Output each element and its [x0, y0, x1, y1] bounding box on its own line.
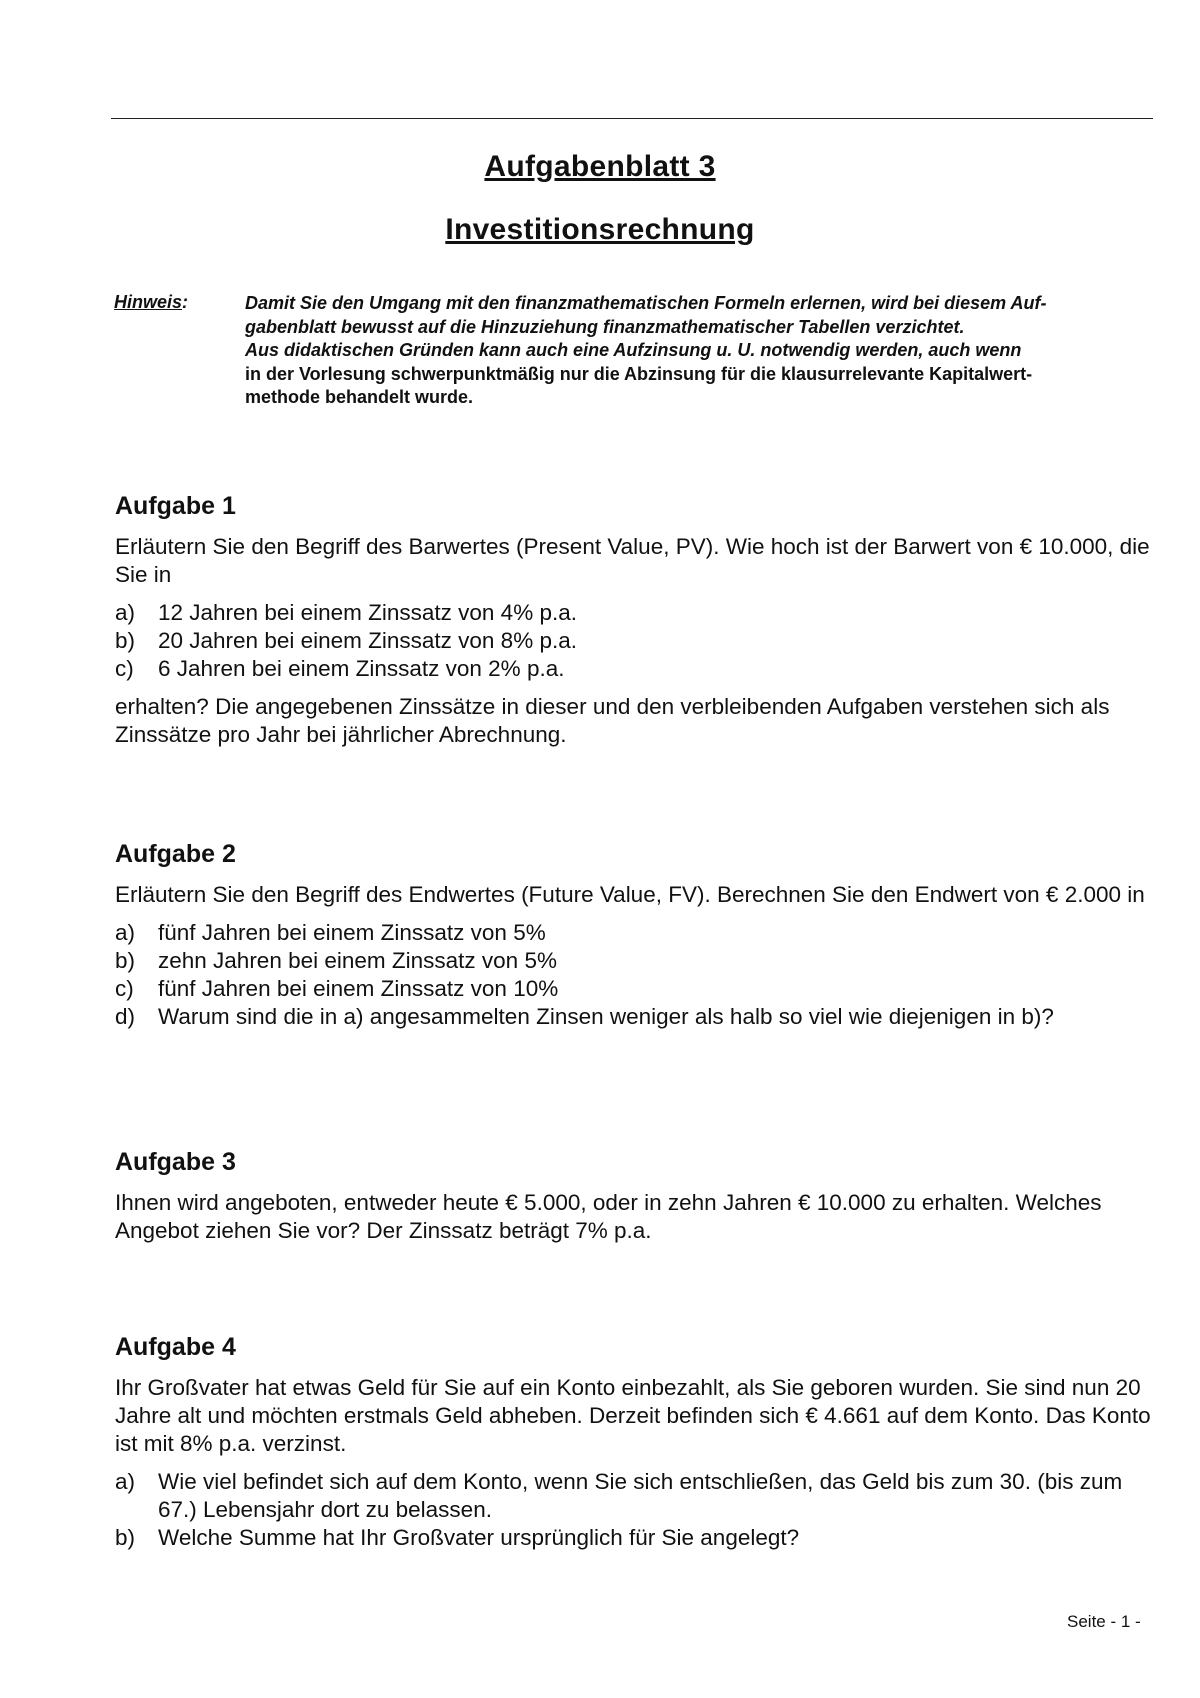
- aufgabe-list: [115, 599, 1155, 683]
- top-rule: [111, 118, 1153, 119]
- list-item: [115, 627, 1155, 655]
- hinweis-colon: :: [182, 292, 189, 312]
- aufgabe-heading: Aufgabe 4: [115, 1333, 236, 1361]
- aufgabe-list: [115, 919, 1155, 1031]
- aufgabe-4: [115, 1333, 1155, 1562]
- list-item: [115, 947, 1155, 975]
- aufgabe-intro: Ihr Großvater hat etwas Geld für Sie auf ein Konto einbezahlt, als Sie geboren wurden. Sie sind nun 20 Jahre alt und möchten erstmals Geld abheben. Derzeit befinden sich € 4.661 auf dem Konto. Das Konto ist mit 8% p.a. verzinst.: [115, 1375, 1151, 1456]
- list-item-text: 20 Jahren bei einem Zinssatz von 8% p.a.: [158, 628, 577, 653]
- list-item: [115, 1003, 1155, 1031]
- list-item-text: Warum sind die in a) angesammelten Zinsen weniger als halb so viel wie diejenigen in b)?: [158, 1004, 1054, 1029]
- list-item-text: Wie viel befindet sich auf dem Konto, wenn Sie sich entschließen, das Geld bis zum 30. (bis zum 67.) Lebensjahr dort zu belassen.: [158, 1469, 1123, 1522]
- list-item-text: zehn Jahren bei einem Zinssatz von 5%: [158, 948, 557, 973]
- list-item: [115, 599, 1155, 627]
- list-item-text: fünf Jahren bei einem Zinssatz von 5%: [158, 920, 546, 945]
- list-item-label: c): [115, 976, 134, 1001]
- aufgabe-heading: Aufgabe 2: [115, 840, 236, 868]
- list-item-text: fünf Jahren bei einem Zinssatz von 10%: [158, 976, 559, 1001]
- hinweis-label-text: Hinweis: [114, 292, 183, 312]
- hinweis-label: [114, 292, 188, 313]
- list-item-label: c): [115, 656, 134, 681]
- list-item-label: d): [115, 1004, 136, 1029]
- aufgabe-3: [115, 1148, 1155, 1245]
- aufgabe-intro: Erläutern Sie den Begriff des Barwertes (Present Value, PV). Wie hoch ist der Barwert von € 10.000, die Sie in: [115, 534, 1150, 587]
- list-item-label: a): [115, 920, 136, 945]
- list-item-label: a): [115, 1469, 136, 1494]
- list-item: [115, 1468, 1155, 1524]
- page-number: Seite - 1 -: [1067, 1612, 1141, 1631]
- list-item: [115, 1524, 1155, 1552]
- list-item-label: b): [115, 628, 136, 653]
- aufgabe-2: [115, 840, 1155, 1041]
- hinweis-line: methode behandelt wurde.: [245, 387, 474, 407]
- page-title: Aufgabenblatt 3: [484, 150, 716, 183]
- list-item: [115, 655, 1155, 683]
- hinweis-line: Aus didaktischen Gründen kann auch eine Aufzinsung u. U. notwendig werden, auch wenn: [245, 340, 1022, 360]
- list-item-text: Welche Summe hat Ihr Großvater ursprünglich für Sie angelegt?: [158, 1525, 800, 1550]
- page-subtitle: Investitionsrechnung: [445, 213, 755, 246]
- hinweis-line: gabenblatt bewusst auf die Hinzuziehung finanzmathematischer Tabellen verzichtet.: [245, 316, 965, 337]
- aufgabe-heading: Aufgabe 3: [115, 1148, 236, 1176]
- list-item-text: 12 Jahren bei einem Zinssatz von 4% p.a.: [158, 600, 577, 625]
- hinweis-text: [245, 292, 1150, 410]
- hinweis-line: Damit Sie den Umgang mit den finanzmathematischen Formeln erlernen, wird bei diesem Auf-: [245, 293, 1047, 313]
- aufgabe-heading: Aufgabe 1: [115, 492, 236, 520]
- list-item-text: 6 Jahren bei einem Zinssatz von 2% p.a.: [158, 656, 565, 681]
- list-item-label: b): [115, 948, 136, 973]
- list-item-label: b): [115, 1525, 136, 1550]
- list-item: [115, 975, 1155, 1003]
- aufgabe-outro: erhalten? Die angegebenen Zinssätze in dieser und den verbleibenden Aufgaben verstehen sich als Zinssätze pro Jahr bei jährlicher Abrechnung.: [115, 694, 1110, 747]
- hinweis-line: in der Vorlesung schwerpunktmäßig nur die Abzinsung für die klausurrelevante Kapitalwert-: [245, 363, 1033, 384]
- aufgabe-list: [115, 1468, 1155, 1552]
- aufgabe-1: [115, 492, 1155, 749]
- aufgabe-intro: Ihnen wird angeboten, entweder heute € 5.000, oder in zehn Jahren € 10.000 zu erhalten. Welches Angebot ziehen Sie vor? Der Zinssatz beträgt 7% p.a.: [115, 1190, 1102, 1243]
- list-item-label: a): [115, 600, 136, 625]
- list-item: [115, 919, 1155, 947]
- aufgabe-intro: Erläutern Sie den Begriff des Endwertes (Future Value, FV). Berechnen Sie den Endwert von € 2.000 in: [115, 882, 1145, 907]
